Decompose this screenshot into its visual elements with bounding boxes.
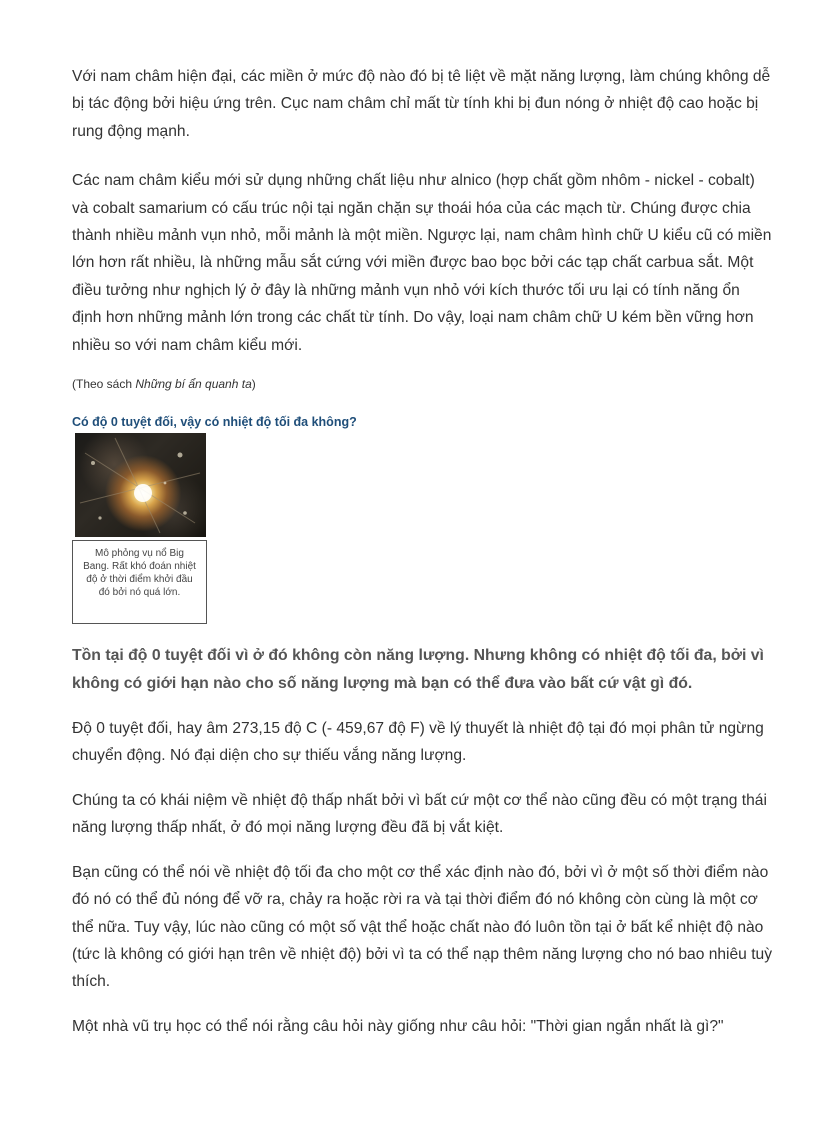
big-bang-illustration [75, 433, 206, 537]
paragraph-lowest-temperature: Chúng ta có khái niệm về nhiệt độ thấp nhất bởi vì bất cứ một cơ thể nào cũng đều có một trạng thái năng lượng thấp nhất, ở đó mọi năng lượng đều đã bị vắt kiệt. [72, 791, 767, 837]
paragraph-absolute-zero: Độ 0 tuyệt đối, hay âm 273,15 độ C (- 459,67 độ F) về lý thuyết là nhiệt độ tại đó mọi phân tử ngừng chuyển động. Nó đại diện cho sự thiếu vắng năng lượng. [72, 720, 764, 765]
source-book-title: Những bí ẩn quanh ta [135, 377, 252, 392]
figure-caption: Mô phỏng vụ nổ Big Bang. Rất khó đoán nhiệt độ ở thời điểm khởi đầu đó bởi nó quá lớn. [72, 540, 207, 624]
source-prefix: (Theo sách [72, 377, 136, 392]
big-bang-image [75, 433, 206, 537]
document-page [72, 63, 772, 1040]
paragraph-cosmologist-quote: Một nhà vũ trụ học có thể nói rằng câu hỏi này giống như câu hỏi: "Thời gian ngắn nhất là gì?" [72, 1017, 724, 1035]
source-citation [72, 375, 772, 393]
source-suffix: ) [251, 377, 256, 392]
article-heading: Có độ 0 tuyệt đối, vậy có nhiệt độ tối đa không? [72, 415, 357, 430]
paragraph-maximum-temperature: Bạn cũng có thể nói về nhiệt độ tối đa cho một cơ thể xác định nào đó, bởi vì ở một số thời điểm nào đó nó có thể đủ nóng để vỡ ra, chảy ra hoặc rời ra và tại thời điểm đó nó không còn cùng là một cơ thể nữa. Tuy vậy, lúc nào cũng có một số vật thể hoặc chất nào đó luôn tồn tại ở bất kể nhiệt độ nào (tức là không có giới hạn trên về nhiệt độ) bởi vì ta có thể nạp thêm năng lượng cho nó bao nhiêu tuỳ thích. [72, 863, 772, 991]
figure [72, 433, 209, 624]
lead-paragraph: Tồn tại độ 0 tuyệt đối vì ở đó không còn năng lượng. Nhưng không có nhiệt độ tối đa, bởi vì không có giới hạn nào cho số năng lượng mà bạn có thể đưa vào bất cứ vật gì đó. [72, 647, 764, 693]
paragraph-new-magnets: Các nam châm kiểu mới sử dụng những chất liệu như alnico (hợp chất gồm nhôm - nickel - cobalt) và cobalt samarium có cấu trúc nội tại ngăn chặn sự thoái hóa của các mạch từ. Chúng được chia thành nhiều mảnh vụn nhỏ, mỗi mảnh là một miền. Ngược lại, nam châm hình chữ U kiểu cũ có miền lớn hơn rất nhiều, là những mẫu sắt cứng với miền được bao bọc bởi các tạp chất carbua sắt. Một điều tưởng như nghịch lý ở đây là những mảnh vụn nhỏ với kích thước tối ưu lại có tính năng ổn định hơn những mảnh lớn trong các chất từ tính. Do vậy, loại nam châm chữ U kém bền vững hơn nhiều so với nam châm kiểu mới. [72, 172, 772, 354]
paragraph-modern-magnets: Với nam châm hiện đại, các miền ở mức độ nào đó bị tê liệt về mặt năng lượng, làm chúng không dễ bị tác động bởi hiệu ứng trên. Cục nam châm chỉ mất từ tính khi bị đun nóng ở nhiệt độ cao hoặc bị rung động mạnh. [72, 68, 771, 140]
